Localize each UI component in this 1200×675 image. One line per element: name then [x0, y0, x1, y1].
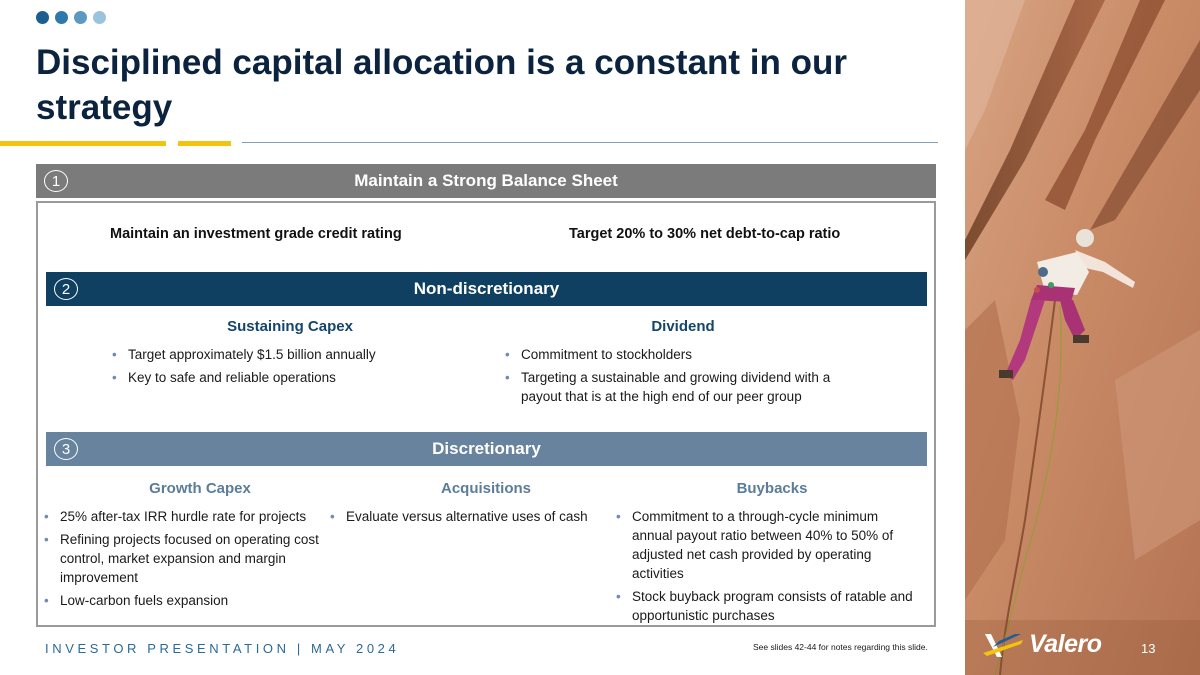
- list-item: • Commitment to stockholders: [503, 345, 848, 364]
- section-2-bar: [46, 272, 927, 306]
- dot-3: [74, 11, 87, 24]
- dot-1: [36, 11, 49, 24]
- dividend-list: [503, 345, 848, 410]
- valero-logo: [983, 630, 1102, 659]
- valero-logo-text: Valero: [1029, 630, 1102, 658]
- slide-title: Disciplined capital allocation is a constant in our strategy: [36, 43, 847, 127]
- list-item: • Key to safe and reliable operations: [110, 368, 440, 387]
- buybacks-heading: Buybacks: [736, 480, 808, 497]
- section-2-number: 2: [54, 278, 78, 300]
- title-underline-yellow-1: [0, 141, 166, 146]
- title-underline-yellow-2: [178, 141, 231, 146]
- acquisitions-heading: Acquisitions: [440, 480, 531, 497]
- list-item: • Refining projects focused on operating cost control, market expansion and margin improvement: [42, 530, 342, 587]
- sustaining-capex-list: [110, 345, 440, 391]
- dot-2: [55, 11, 68, 24]
- buybacks-list: [614, 507, 919, 629]
- list-item: • 25% after-tax IRR hurdle rate for projects: [42, 507, 342, 526]
- footer-label: INVESTOR PRESENTATION | MAY 2024: [45, 641, 400, 656]
- title-underline-blue: [242, 142, 938, 143]
- section-3-number: 3: [54, 438, 78, 460]
- sustaining-capex-heading: Sustaining Capex: [227, 318, 353, 335]
- section-3-title: Discretionary: [432, 439, 541, 458]
- credit-rating-goal: Maintain an investment grade credit rating: [110, 226, 402, 242]
- section-1-number: 1: [44, 170, 68, 192]
- section-2-title: Non-discretionary: [413, 279, 560, 298]
- acquisitions-list: [328, 507, 618, 530]
- progress-dots: [36, 11, 106, 24]
- list-item: • Evaluate versus alternative uses of cash: [328, 507, 618, 526]
- growth-capex-list: [42, 507, 342, 614]
- list-item: • Targeting a sustainable and growing dividend with a payout that is at the high end of our peer group: [503, 368, 848, 406]
- section-3-bar: [46, 432, 927, 466]
- dot-4: [93, 11, 106, 24]
- list-item: • Commitment to a through-cycle minimum annual payout ratio between 40% to 50% of adjusted net cash provided by operating activities: [614, 507, 919, 583]
- page-number: 13: [1141, 641, 1156, 656]
- rock-climber-photo: [965, 0, 1200, 675]
- dividend-heading: Dividend: [651, 318, 715, 335]
- list-item: • Low-carbon fuels expansion: [42, 591, 342, 610]
- debt-to-cap-goal: Target 20% to 30% net debt-to-cap ratio: [569, 226, 841, 242]
- section-1-bar: [36, 164, 936, 198]
- growth-capex-heading: Growth Capex: [149, 480, 251, 497]
- footnote: See slides 42-44 for notes regarding this slide.: [753, 642, 928, 652]
- list-item: • Stock buyback program consists of ratable and opportunistic purchases: [614, 587, 919, 625]
- list-item: • Target approximately $1.5 billion annually: [110, 345, 440, 364]
- section-1-title: Maintain a Strong Balance Sheet: [354, 171, 618, 190]
- valero-v-icon: [983, 631, 1025, 659]
